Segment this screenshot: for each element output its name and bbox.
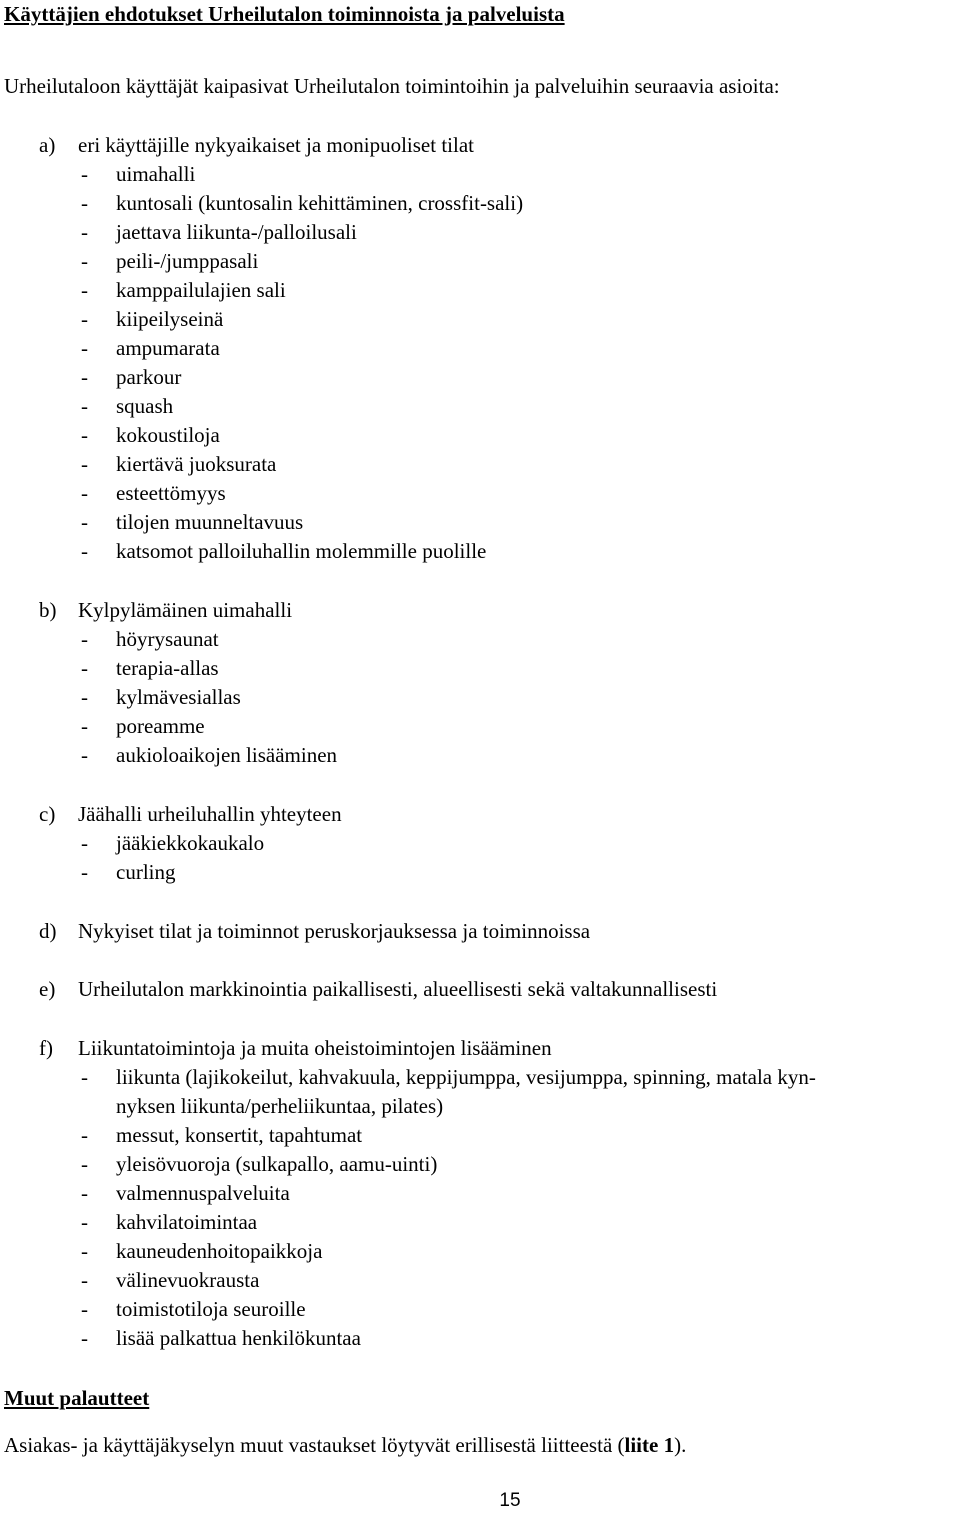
list-item-text: yleisövuoroja (sulkapallo, aamu-uinti) [116,1152,438,1176]
dash-bullet: - [81,307,88,331]
section-title: Jäähalli urheiluhallin yhteyteen [78,802,342,826]
section-marker: b) [39,598,57,622]
list-item-text: jääkiekkokaukalo [116,831,265,855]
list-item-text: kahvilatoimintaa [116,1210,258,1234]
dash-bullet: - [81,278,88,302]
dash-bullet: - [81,191,88,215]
feedback-text: Asiakas- ja käyttäjäkyselyn muut vastaukset löytyvät erillisestä liitteestä ( [4,1433,625,1457]
list-item-text: aukioloaikojen lisääminen [116,743,338,767]
dash-bullet: - [81,1065,88,1089]
section-title: Urheilutalon markkinointia paikallisesti, alueellisesti sekä valtakunnallisesti [78,977,718,1001]
list-item-text: messut, konsertit, tapahtumat [116,1123,363,1147]
section-title: Liikuntatoimintoja ja muita oheistoimintojen lisääminen [78,1036,552,1060]
dash-bullet: - [81,656,88,680]
dash-bullet: - [81,510,88,534]
list-item-text: kylmävesiallas [116,685,241,709]
dash-bullet: - [81,1181,88,1205]
dash-bullet: - [81,743,88,767]
section-title: Nykyiset tilat ja toiminnot peruskorjauksessa ja toiminnoissa [78,919,591,943]
list-item-text: parkour [116,365,182,389]
dash-bullet: - [81,452,88,476]
list-item-text: jaettava liikunta-/palloilusali [116,220,357,244]
feedback-text-end: ). [674,1433,687,1457]
dash-bullet: - [81,1268,88,1292]
list-item-text: squash [116,394,174,418]
list-item-text: poreamme [116,714,205,738]
dash-bullet: - [81,365,88,389]
dash-bullet: - [81,627,88,651]
list-item-text: kokoustiloja [116,423,220,447]
dash-bullet: - [81,685,88,709]
dash-bullet: - [81,1239,88,1263]
dash-bullet: - [81,162,88,186]
section-marker: a) [39,133,56,157]
dash-bullet: - [81,423,88,447]
list-item-text: kiertävä juoksurata [116,452,277,476]
feedback-paragraph [4,1431,686,1460]
dash-bullet: - [81,1326,88,1350]
list-item-text: terapia-allas [116,656,219,680]
list-item-text: välinevuokrausta [116,1268,260,1292]
intro-paragraph: Urheilutaloon käyttäjät kaipasivat Urheilutalon toimintoihin ja palveluihin seuraavia asioita: [4,74,780,98]
list-item-text: kiipeilyseinä [116,307,224,331]
section-title: eri käyttäjille nykyaikaiset ja monipuoliset tilat [78,133,474,157]
list-item-text: ampumarata [116,336,220,360]
dash-bullet: - [81,249,88,273]
page-heading: Käyttäjien ehdotukset Urheilutalon toiminnoista ja palveluista [4,2,565,26]
list-item-text: tilojen muunneltavuus [116,510,304,534]
list-item-text: esteettömyys [116,481,226,505]
list-item-text: curling [116,860,176,884]
list-item-text: lisää palkattua henkilökuntaa [116,1326,361,1350]
list-item-text: liikunta (lajikokeilut, kahvakuula, keppijumppa, vesijumppa, spinning, matala kyn- [116,1065,816,1089]
dash-bullet: - [81,220,88,244]
dash-bullet: - [81,714,88,738]
dash-bullet: - [81,860,88,884]
section-marker: d) [39,919,57,943]
section-marker: f) [39,1036,53,1060]
section-title: Kylpylämäinen uimahalli [78,598,293,622]
dash-bullet: - [81,1297,88,1321]
list-item-text: nyksen liikunta/perheliikuntaa, pilates) [116,1094,444,1118]
list-item-text: kuntosali (kuntosalin kehittäminen, crossfit-sali) [116,191,524,215]
list-item-text: kauneudenhoitopaikkoja [116,1239,323,1263]
list-item-text: höyrysaunat [116,627,219,651]
feedback-heading: Muut palautteet [4,1386,150,1410]
dash-bullet: - [81,394,88,418]
list-item-text: toimistotiloja seuroille [116,1297,306,1321]
list-item-text: peili-/jumppasali [116,249,259,273]
dash-bullet: - [81,1123,88,1147]
section-marker: e) [39,977,56,1001]
dash-bullet: - [81,539,88,563]
section-marker: c) [39,802,56,826]
dash-bullet: - [81,481,88,505]
dash-bullet: - [81,1152,88,1176]
page-number: 15 [499,1490,521,1511]
dash-bullet: - [81,1210,88,1234]
list-item-text: katsomot palloiluhallin molemmille puolille [116,539,487,563]
list-item-text: kamppailulajien sali [116,278,286,302]
appendix-reference: liite 1 [624,1433,675,1457]
dash-bullet: - [81,336,88,360]
dash-bullet: - [81,831,88,855]
list-item-text: valmennuspalveluita [116,1181,290,1205]
list-item-text: uimahalli [116,162,196,186]
